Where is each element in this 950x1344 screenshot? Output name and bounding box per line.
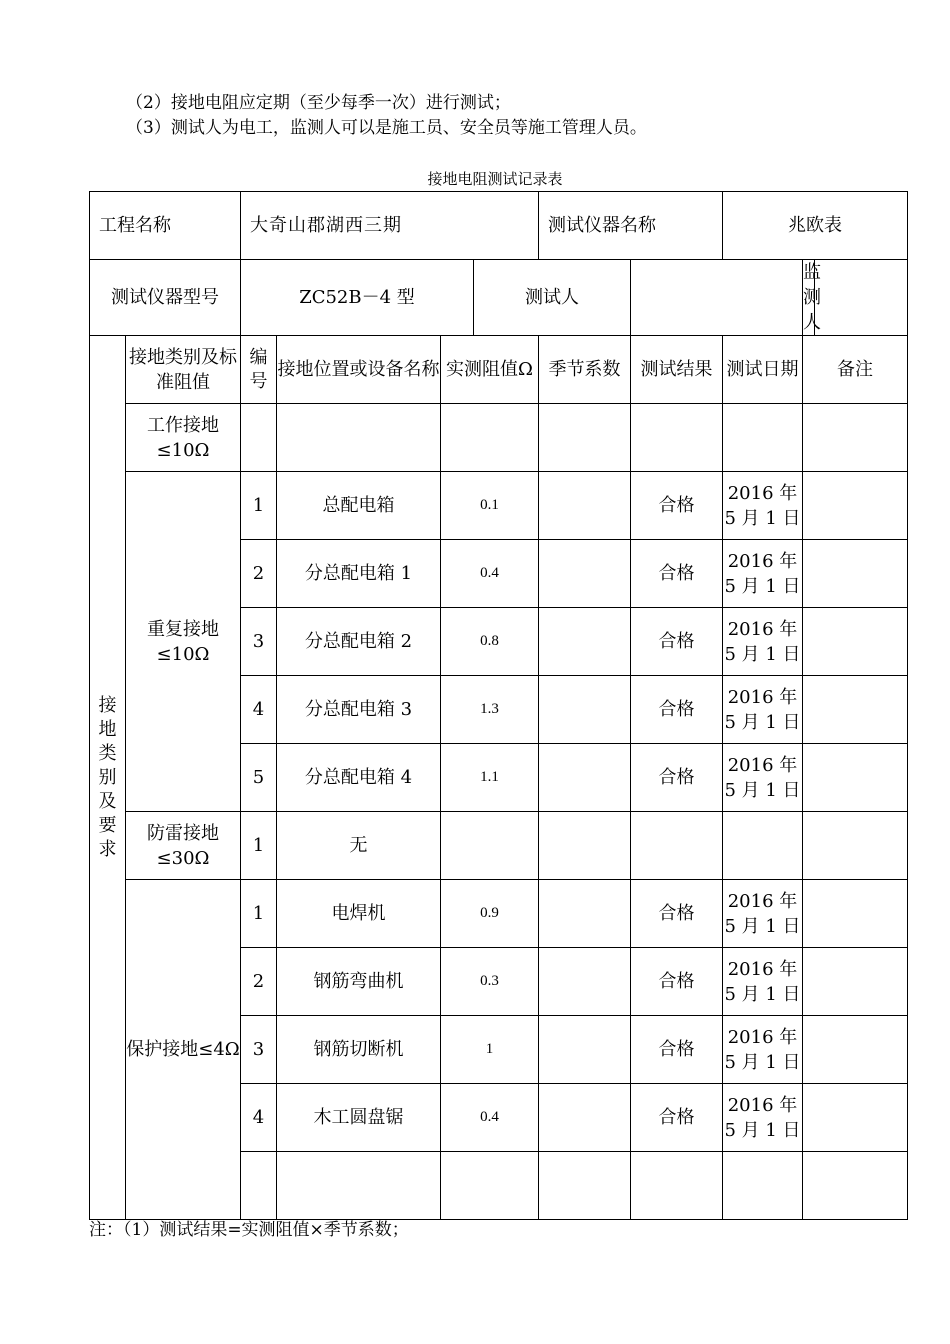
header-no — [241, 336, 277, 404]
row-result: 合格 — [631, 608, 723, 676]
row-result — [631, 404, 723, 472]
table-row — [90, 472, 908, 540]
row-no: 3 — [241, 1016, 277, 1084]
row-date: 2016 年 5 月 1 日 — [723, 1084, 803, 1152]
header-location: 接地位置或设备名称 — [277, 336, 441, 404]
side-category-label — [90, 336, 126, 1220]
row-season — [539, 404, 631, 472]
intro-line-2: （2）接地电阻应定期（至少每季一次）进行测试； — [126, 93, 511, 113]
tester-label: 测试人 — [474, 260, 631, 336]
row-season — [539, 1152, 631, 1220]
row-result: 合格 — [631, 540, 723, 608]
side-category-text: 接地类别及要求 — [98, 694, 117, 860]
info-row-instrument — [90, 260, 908, 336]
row-date: 2016 年 5 月 1 日 — [723, 1016, 803, 1084]
row-location — [277, 1152, 441, 1220]
row-remark — [803, 1016, 908, 1084]
monitor-label: 监测人 — [803, 260, 815, 336]
header-no-text: 编号 — [249, 346, 268, 392]
row-date: 2016 年 5 月 1 日 — [723, 608, 803, 676]
row-location — [277, 404, 441, 472]
instrument-name-value: 兆欧表 — [723, 192, 908, 260]
row-result: 合格 — [631, 676, 723, 744]
row-remark — [803, 676, 908, 744]
row-season — [539, 880, 631, 948]
row-result: 合格 — [631, 744, 723, 812]
monitor-value — [815, 260, 908, 336]
row-remark — [803, 404, 908, 472]
row-result: 合格 — [631, 472, 723, 540]
row-season — [539, 1016, 631, 1084]
row-no — [241, 404, 277, 472]
row-measured: 0.8 — [441, 608, 539, 676]
category-cell: 工作接地≤10Ω — [126, 404, 241, 472]
table-title: 接地电阻测试记录表 — [427, 170, 563, 188]
row-measured: 1.1 — [441, 744, 539, 812]
header-measured: 实测阻值Ω — [441, 336, 539, 404]
column-header-row — [90, 336, 908, 404]
row-measured — [441, 812, 539, 880]
row-result: 合格 — [631, 1084, 723, 1152]
row-date: 2016 年 5 月 1 日 — [723, 472, 803, 540]
tester-value — [631, 260, 803, 336]
header-season: 季节系数 — [539, 336, 631, 404]
category-cell: 重复接地≤10Ω — [126, 472, 241, 812]
header-result: 测试结果 — [631, 336, 723, 404]
row-remark — [803, 540, 908, 608]
row-location: 木工圆盘锯 — [277, 1084, 441, 1152]
row-season — [539, 540, 631, 608]
row-remark — [803, 948, 908, 1016]
row-no: 4 — [241, 1084, 277, 1152]
row-season — [539, 948, 631, 1016]
instrument-name-label: 测试仪器名称 — [539, 192, 723, 260]
row-measured: 0.3 — [441, 948, 539, 1016]
header-remark: 备注 — [803, 336, 908, 404]
row-date: 2016 年 5 月 1 日 — [723, 744, 803, 812]
row-measured: 0.9 — [441, 880, 539, 948]
row-date: 2016 年 5 月 1 日 — [723, 948, 803, 1016]
row-no: 2 — [241, 540, 277, 608]
row-measured: 0.1 — [441, 472, 539, 540]
table-row — [90, 812, 908, 880]
table-row — [90, 404, 908, 472]
row-result — [631, 1152, 723, 1220]
row-date — [723, 812, 803, 880]
row-location: 钢筋弯曲机 — [277, 948, 441, 1016]
row-result: 合格 — [631, 1016, 723, 1084]
row-location: 分总配电箱 2 — [277, 608, 441, 676]
row-measured — [441, 404, 539, 472]
row-location: 分总配电箱 4 — [277, 744, 441, 812]
row-date — [723, 1152, 803, 1220]
row-date: 2016 年 5 月 1 日 — [723, 676, 803, 744]
row-date: 2016 年 5 月 1 日 — [723, 880, 803, 948]
row-season — [539, 1084, 631, 1152]
project-value: 大奇山郡湖西三期 — [241, 192, 539, 260]
category-cell: 防雷接地≤30Ω — [126, 812, 241, 880]
row-location: 分总配电箱 3 — [277, 676, 441, 744]
info-row-project — [90, 192, 908, 260]
row-measured — [441, 1152, 539, 1220]
footnote: 注：（1）测试结果=实测阻值×季节系数； — [89, 1220, 409, 1240]
category-cell: 保护接地≤4Ω — [126, 880, 241, 1220]
row-date — [723, 404, 803, 472]
row-no: 2 — [241, 948, 277, 1016]
row-remark — [803, 472, 908, 540]
row-remark — [803, 608, 908, 676]
row-remark — [803, 1084, 908, 1152]
grounding-resistance-table — [89, 191, 908, 1220]
row-season — [539, 472, 631, 540]
table-row — [90, 880, 908, 948]
row-no: 4 — [241, 676, 277, 744]
row-no — [241, 1152, 277, 1220]
row-measured: 1 — [441, 1016, 539, 1084]
row-result: 合格 — [631, 880, 723, 948]
project-label: 工程名称 — [90, 192, 241, 260]
row-season — [539, 676, 631, 744]
row-no: 1 — [241, 812, 277, 880]
row-season — [539, 744, 631, 812]
header-category: 接地类别及标准阻值 — [126, 336, 241, 404]
row-remark — [803, 744, 908, 812]
header-date: 测试日期 — [723, 336, 803, 404]
row-measured: 0.4 — [441, 1084, 539, 1152]
row-result — [631, 812, 723, 880]
row-location: 分总配电箱 1 — [277, 540, 441, 608]
row-location: 总配电箱 — [277, 472, 441, 540]
row-no: 1 — [241, 472, 277, 540]
row-remark — [803, 880, 908, 948]
row-measured: 0.4 — [441, 540, 539, 608]
instrument-model-value: ZC52B－4 型 — [241, 260, 474, 336]
row-remark — [803, 1152, 908, 1220]
row-location: 无 — [277, 812, 441, 880]
row-season — [539, 608, 631, 676]
row-location: 钢筋切断机 — [277, 1016, 441, 1084]
row-location: 电焊机 — [277, 880, 441, 948]
row-no: 1 — [241, 880, 277, 948]
intro-line-3: （3）测试人为电工，监测人可以是施工员、安全员等施工管理人员。 — [126, 118, 647, 138]
row-measured: 1.3 — [441, 676, 539, 744]
row-no: 5 — [241, 744, 277, 812]
row-result: 合格 — [631, 948, 723, 1016]
row-date: 2016 年 5 月 1 日 — [723, 540, 803, 608]
row-remark — [803, 812, 908, 880]
row-no: 3 — [241, 608, 277, 676]
row-season — [539, 812, 631, 880]
instrument-model-label: 测试仪器型号 — [90, 260, 241, 336]
